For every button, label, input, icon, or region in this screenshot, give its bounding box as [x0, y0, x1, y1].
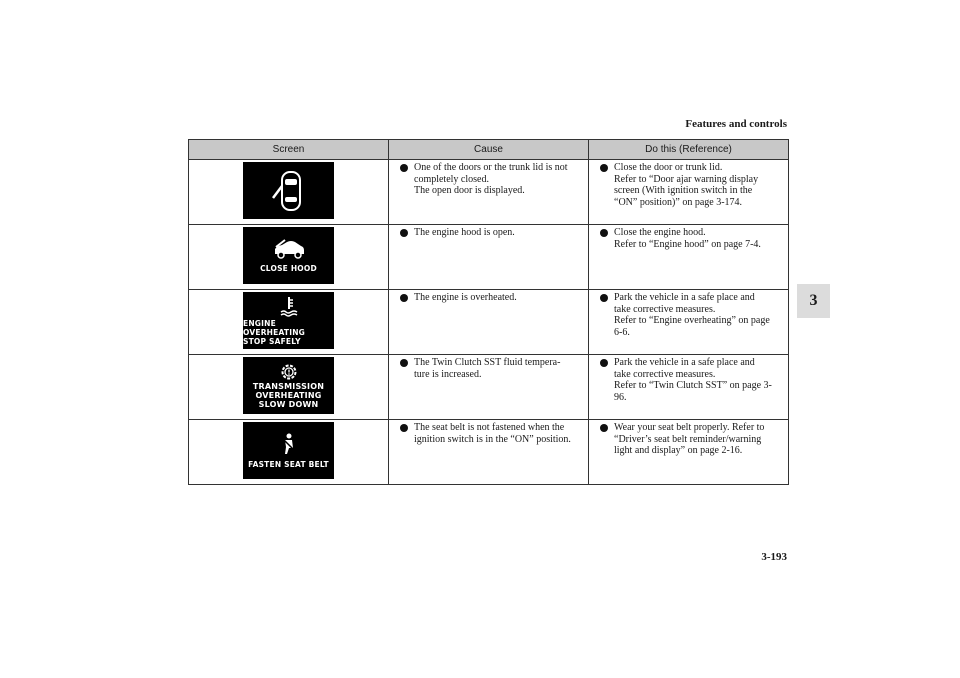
- action-line: screen (With ignition switch in the: [614, 185, 753, 196]
- page-number: 3-193: [761, 551, 787, 563]
- table-row: [189, 160, 789, 225]
- cause-cell: [389, 420, 589, 485]
- bullet-icon: [600, 424, 608, 432]
- screen-cell: [189, 225, 389, 290]
- action-line: Refer to “Engine hood” on page 7-4.: [614, 238, 761, 250]
- door-ajar-car-icon: [269, 166, 309, 216]
- bullet-icon: [400, 294, 408, 302]
- bullet-icon: [600, 294, 608, 302]
- action-line: Refer to “Engine overheating” on page: [614, 315, 770, 326]
- bullet-icon: [600, 164, 608, 172]
- action-cell: [589, 160, 789, 225]
- screen-message: OVERHEATING: [255, 391, 322, 400]
- screen-cell: [189, 355, 389, 420]
- open-hood-car-icon: [271, 238, 307, 260]
- bullet-icon: [400, 359, 408, 367]
- cause-line: The open door is displayed.: [414, 185, 525, 196]
- cause-line: ture is increased.: [414, 368, 482, 380]
- action-cell: [589, 290, 789, 355]
- cause-line: The engine hood is open.: [414, 227, 515, 238]
- screen-message: SLOW DOWN: [258, 400, 319, 409]
- bullet-icon: [400, 164, 408, 172]
- seat-belt-icon: [280, 433, 298, 455]
- door-ajar-screen: [243, 162, 334, 219]
- transmission-gear-icon: [279, 362, 299, 382]
- cause-line: ignition switch is in the “ON” position.: [414, 433, 571, 445]
- bullet-icon: [600, 229, 608, 237]
- action-cell: [589, 355, 789, 420]
- cause-line: completely closed.: [414, 173, 489, 185]
- close-hood-screen: [243, 227, 334, 284]
- table-row: [189, 420, 789, 485]
- action-line: 6-6.: [614, 326, 630, 338]
- screen-cell: [189, 290, 389, 355]
- warning-display-table: [188, 139, 789, 485]
- table-row: [189, 355, 789, 420]
- action-line: light and display” on page 2-16.: [614, 445, 743, 456]
- screen-message: FASTEN SEAT BELT: [248, 459, 329, 469]
- bullet-icon: [400, 424, 408, 432]
- table-header-row: [189, 140, 789, 160]
- screen-cell: [189, 420, 389, 485]
- cause-line: The engine is overheated.: [414, 292, 517, 303]
- cause-line: The Twin Clutch SST fluid tempera-: [414, 357, 561, 368]
- cause-cell: [389, 160, 589, 225]
- cause-cell: [389, 355, 589, 420]
- action-line: “ON” position)” on page 3-174.: [614, 196, 743, 208]
- cause-line: The seat belt is not fastened when the: [414, 422, 565, 433]
- screen-message: STOP SAFELY: [243, 337, 301, 346]
- table-row: [189, 290, 789, 355]
- action-line: take corrective measures.: [614, 368, 716, 380]
- transmission-overheating-screen: [243, 357, 334, 414]
- action-line: Refer to “Door ajar warning display: [614, 173, 759, 185]
- table-row: [189, 225, 789, 290]
- header-screen: Screen: [189, 140, 389, 160]
- bullet-icon: [600, 359, 608, 367]
- screen-message: ENGINE OVERHEATING: [243, 319, 306, 337]
- action-cell: [589, 420, 789, 485]
- cause-cell: [389, 290, 589, 355]
- cause-line: One of the doors or the trunk lid is not: [414, 162, 568, 173]
- screen-message: TRANSMISSION: [252, 382, 325, 391]
- action-line: 96.: [614, 391, 627, 403]
- screen-cell: [189, 160, 389, 225]
- action-line: Park the vehicle in a safe place and: [614, 292, 755, 303]
- action-cell: [589, 225, 789, 290]
- header-cause: Cause: [389, 140, 589, 160]
- action-line: Wear your seat belt properly. Refer to: [614, 422, 765, 433]
- action-line: Refer to “Twin Clutch SST” on page 3-: [614, 380, 772, 391]
- action-line: Park the vehicle in a safe place and: [614, 357, 755, 368]
- action-line: Close the door or trunk lid.: [614, 162, 723, 173]
- engine-overheating-screen: [243, 292, 334, 349]
- bullet-icon: [400, 229, 408, 237]
- chapter-tab: 3: [797, 284, 830, 318]
- header-action: Do this (Reference): [589, 140, 789, 160]
- action-line: “Driver’s seat belt reminder/warning: [614, 433, 762, 445]
- coolant-temperature-icon: [278, 295, 300, 317]
- section-title: Features and controls: [685, 118, 787, 130]
- action-line: Close the engine hood.: [614, 227, 706, 238]
- cause-cell: [389, 225, 589, 290]
- action-line: take corrective measures.: [614, 303, 716, 315]
- screen-message: CLOSE HOOD: [260, 264, 317, 273]
- fasten-seat-belt-screen: [243, 422, 334, 479]
